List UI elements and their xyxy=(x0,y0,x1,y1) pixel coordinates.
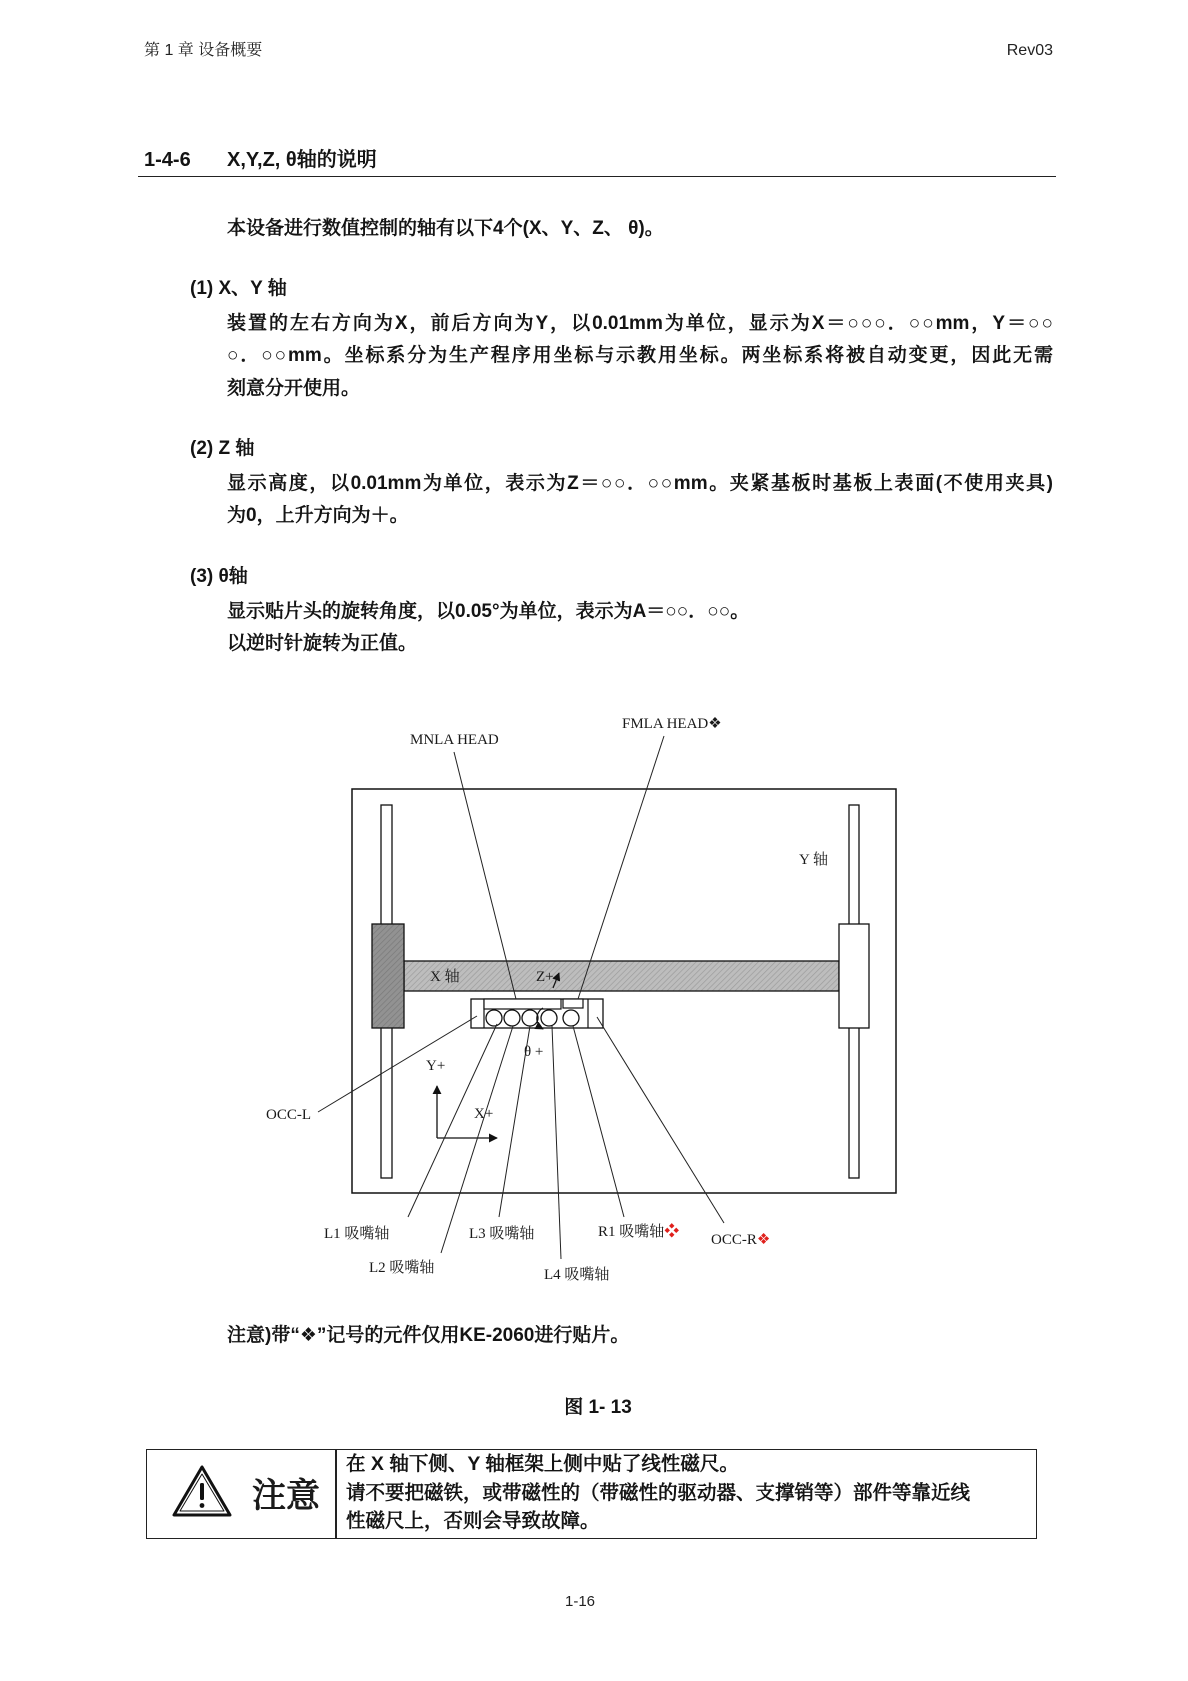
leader-l4 xyxy=(552,1026,561,1259)
caution-line: 请不要把磁铁，或带磁性的（带磁性的驱动器、支撑销等）部件等靠近线 xyxy=(346,1481,971,1504)
caution-text xyxy=(346,1450,1026,1536)
axis-heading: (2) Z 轴 xyxy=(190,438,255,459)
leader-l2 xyxy=(441,1026,513,1253)
paragraph-line: 显示高度，以0.01mm为单位，表示为Z＝○○．○○mm。夹紧基板时基板上表面(不使用夹具) xyxy=(227,473,1053,494)
axis-section-theta xyxy=(190,561,1070,701)
axis-section-xy xyxy=(190,273,1070,413)
paragraph-line: 为0，上升方向为＋。 xyxy=(227,505,409,527)
occ-l-label: OCC-L xyxy=(266,1107,311,1123)
section-title: X,Y,Z, θ轴的说明 xyxy=(227,149,377,171)
nozzle-l3-label: L3 吸嘴轴 xyxy=(469,1226,535,1242)
theta-plus-label: θ + xyxy=(524,1044,544,1060)
axis-heading: (1) X、Y 轴 xyxy=(190,278,287,299)
fmla-head-body xyxy=(563,999,583,1008)
nozzle-l4 xyxy=(541,1010,557,1026)
revision-label: Rev03 xyxy=(1006,42,1053,59)
axis-section-z xyxy=(190,433,1070,573)
caution-box xyxy=(146,1449,1037,1539)
fmla-head-label: FMLA HEAD❖ xyxy=(622,716,722,732)
occ-r-label: OCC-R❖ xyxy=(711,1232,771,1248)
nozzle-l2-label: L2 吸嘴轴 xyxy=(369,1260,435,1276)
paragraph-line: ○．○○mm。坐标系分为生产程序用坐标与示教用坐标。两坐标系将被自动变更，因此无需 xyxy=(227,345,1053,367)
figure-note: 注意)带“❖”记号的元件仅用KE-2060进行贴片。 xyxy=(227,1325,630,1346)
paragraph-line: 刻意分开使用。 xyxy=(227,377,361,399)
nozzle-r1 xyxy=(563,1010,579,1026)
warning-triangle-icon xyxy=(172,1464,232,1518)
nozzle-l2 xyxy=(504,1010,520,1026)
marker-symbol: ❖ xyxy=(708,716,722,732)
y-plus-label: Y+ xyxy=(426,1058,446,1074)
marker-symbol: ❖ xyxy=(664,1224,680,1240)
intro-paragraph: 本设备进行数值控制的轴有以下4个(X、Y、Z、 θ)。 xyxy=(227,218,664,239)
caution-line: 性磁尺上，否则会导致故障。 xyxy=(346,1510,600,1532)
leader-fmla-head xyxy=(578,736,664,999)
leader-occ-r xyxy=(597,1017,724,1223)
x-plus-label: X+ xyxy=(474,1106,494,1122)
y-carriage-right xyxy=(839,924,869,1028)
nozzle-l3 xyxy=(522,1010,538,1026)
x-axis-label: X 轴 xyxy=(430,969,460,985)
axis-paragraph xyxy=(227,596,1053,661)
paragraph-line: 以逆时针旋转为正值。 xyxy=(227,633,418,655)
figure-caption: 图 1- 13 xyxy=(564,1397,632,1418)
mnla-head-label: MNLA HEAD xyxy=(410,732,499,748)
page-number: 1-16 xyxy=(564,1593,596,1610)
nozzle-l4-label: L4 吸嘴轴 xyxy=(544,1267,610,1283)
y-carriage-left xyxy=(372,924,404,1028)
chapter-header: 第 1 章 设备概要 xyxy=(144,42,263,59)
nozzle-l1 xyxy=(486,1010,502,1026)
caution-divider xyxy=(335,1450,337,1538)
mnla-head-body xyxy=(484,999,561,1009)
axis-paragraph xyxy=(227,468,1053,533)
section-number: 1-4-6 xyxy=(144,149,191,171)
marker-symbol: ❖ xyxy=(756,1232,771,1248)
caution-line: 在 X 轴下侧、Y 轴框架上侧中贴了线性磁尺。 xyxy=(346,1453,739,1475)
leader-r1 xyxy=(573,1026,624,1217)
paragraph-line: 装置的左右方向为X，前后方向为Y，以0.01mm为单位，显示为X＝○○○．○○mm，Y＝○○ xyxy=(227,313,1053,334)
caution-title: 注意 xyxy=(252,1477,320,1515)
x-beam xyxy=(404,961,839,991)
axis-heading: (3) θ轴 xyxy=(190,566,248,587)
nozzle-r1-label: R1 吸嘴轴❖ xyxy=(598,1224,680,1240)
y-axis-label: Y 轴 xyxy=(799,852,829,868)
section-rule xyxy=(138,176,1056,177)
axis-paragraph xyxy=(227,308,1053,405)
leader-occ-l xyxy=(318,1016,477,1112)
paragraph-line: 显示贴片头的旋转角度，以0.05°为单位，表示为A＝○○．○○。 xyxy=(227,601,750,622)
nozzle-l1-label: L1 吸嘴轴 xyxy=(324,1226,390,1242)
axis-diagram xyxy=(240,700,980,1300)
z-plus-label: Z+ xyxy=(536,969,554,985)
